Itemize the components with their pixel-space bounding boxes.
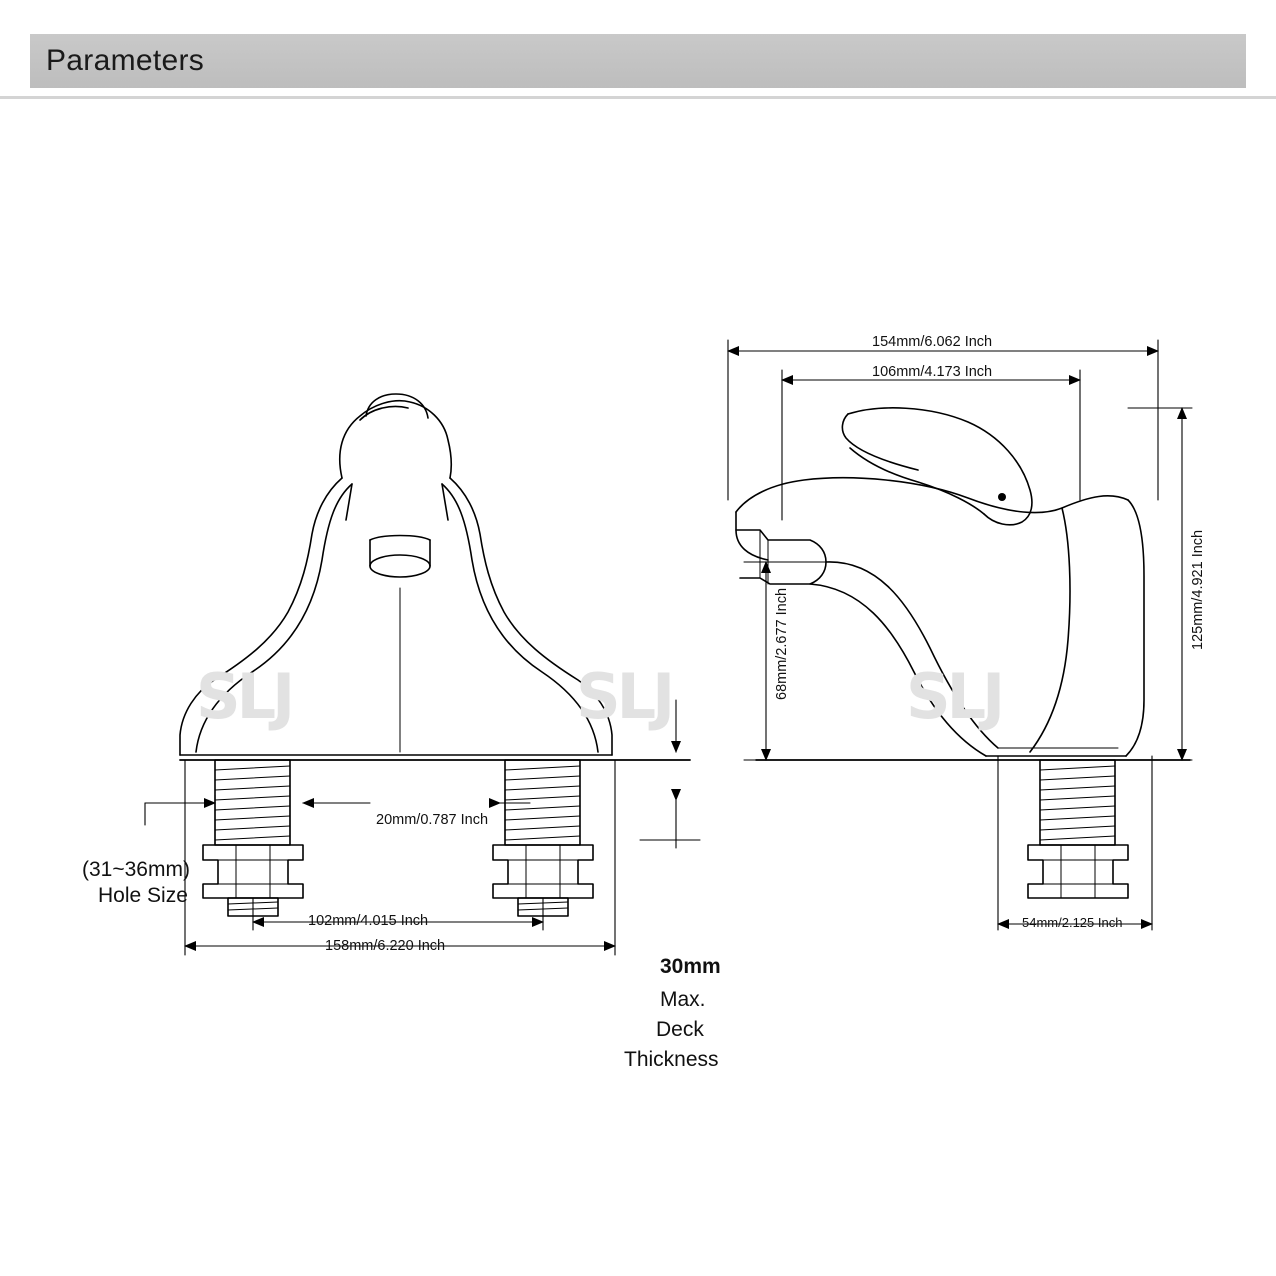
front-view-right-shank [493, 760, 593, 916]
page-title: Parameters [46, 44, 205, 77]
dim-center-to-center: 102mm/4.015 Inch [308, 913, 429, 929]
dim-spout-reach-inner: 106mm/4.173 Inch [872, 364, 993, 380]
front-view-left-shank [203, 760, 303, 916]
hole-size-label: Hole Size [98, 884, 188, 907]
deck-thickness-value: 30mm [660, 955, 721, 978]
dim-shank-spacing: 20mm/0.787 Inch [376, 812, 489, 828]
dimension-lines [145, 340, 1192, 955]
side-view-shank [1028, 760, 1128, 898]
dim-overall-width: 158mm/6.220 Inch [325, 938, 446, 954]
watermark: SLJ [196, 660, 292, 733]
deck-thickness-line2: Deck [656, 1018, 704, 1041]
dim-base-depth: 54mm/2.125 Inch [1022, 915, 1123, 930]
deck-thickness-line1: Max. [660, 988, 706, 1011]
dim-overall-height: 125mm/4.921 Inch [1190, 529, 1206, 650]
watermark: SLJ [906, 660, 1002, 733]
hole-size-value: (31~36mm) [82, 858, 190, 881]
dim-spout-height: 68mm/2.677 Inch [774, 587, 790, 700]
dim-spout-reach-total: 154mm/6.062 Inch [872, 334, 993, 350]
watermark: SLJ [576, 660, 672, 733]
deck-thickness-line3: Thickness [624, 1048, 719, 1071]
